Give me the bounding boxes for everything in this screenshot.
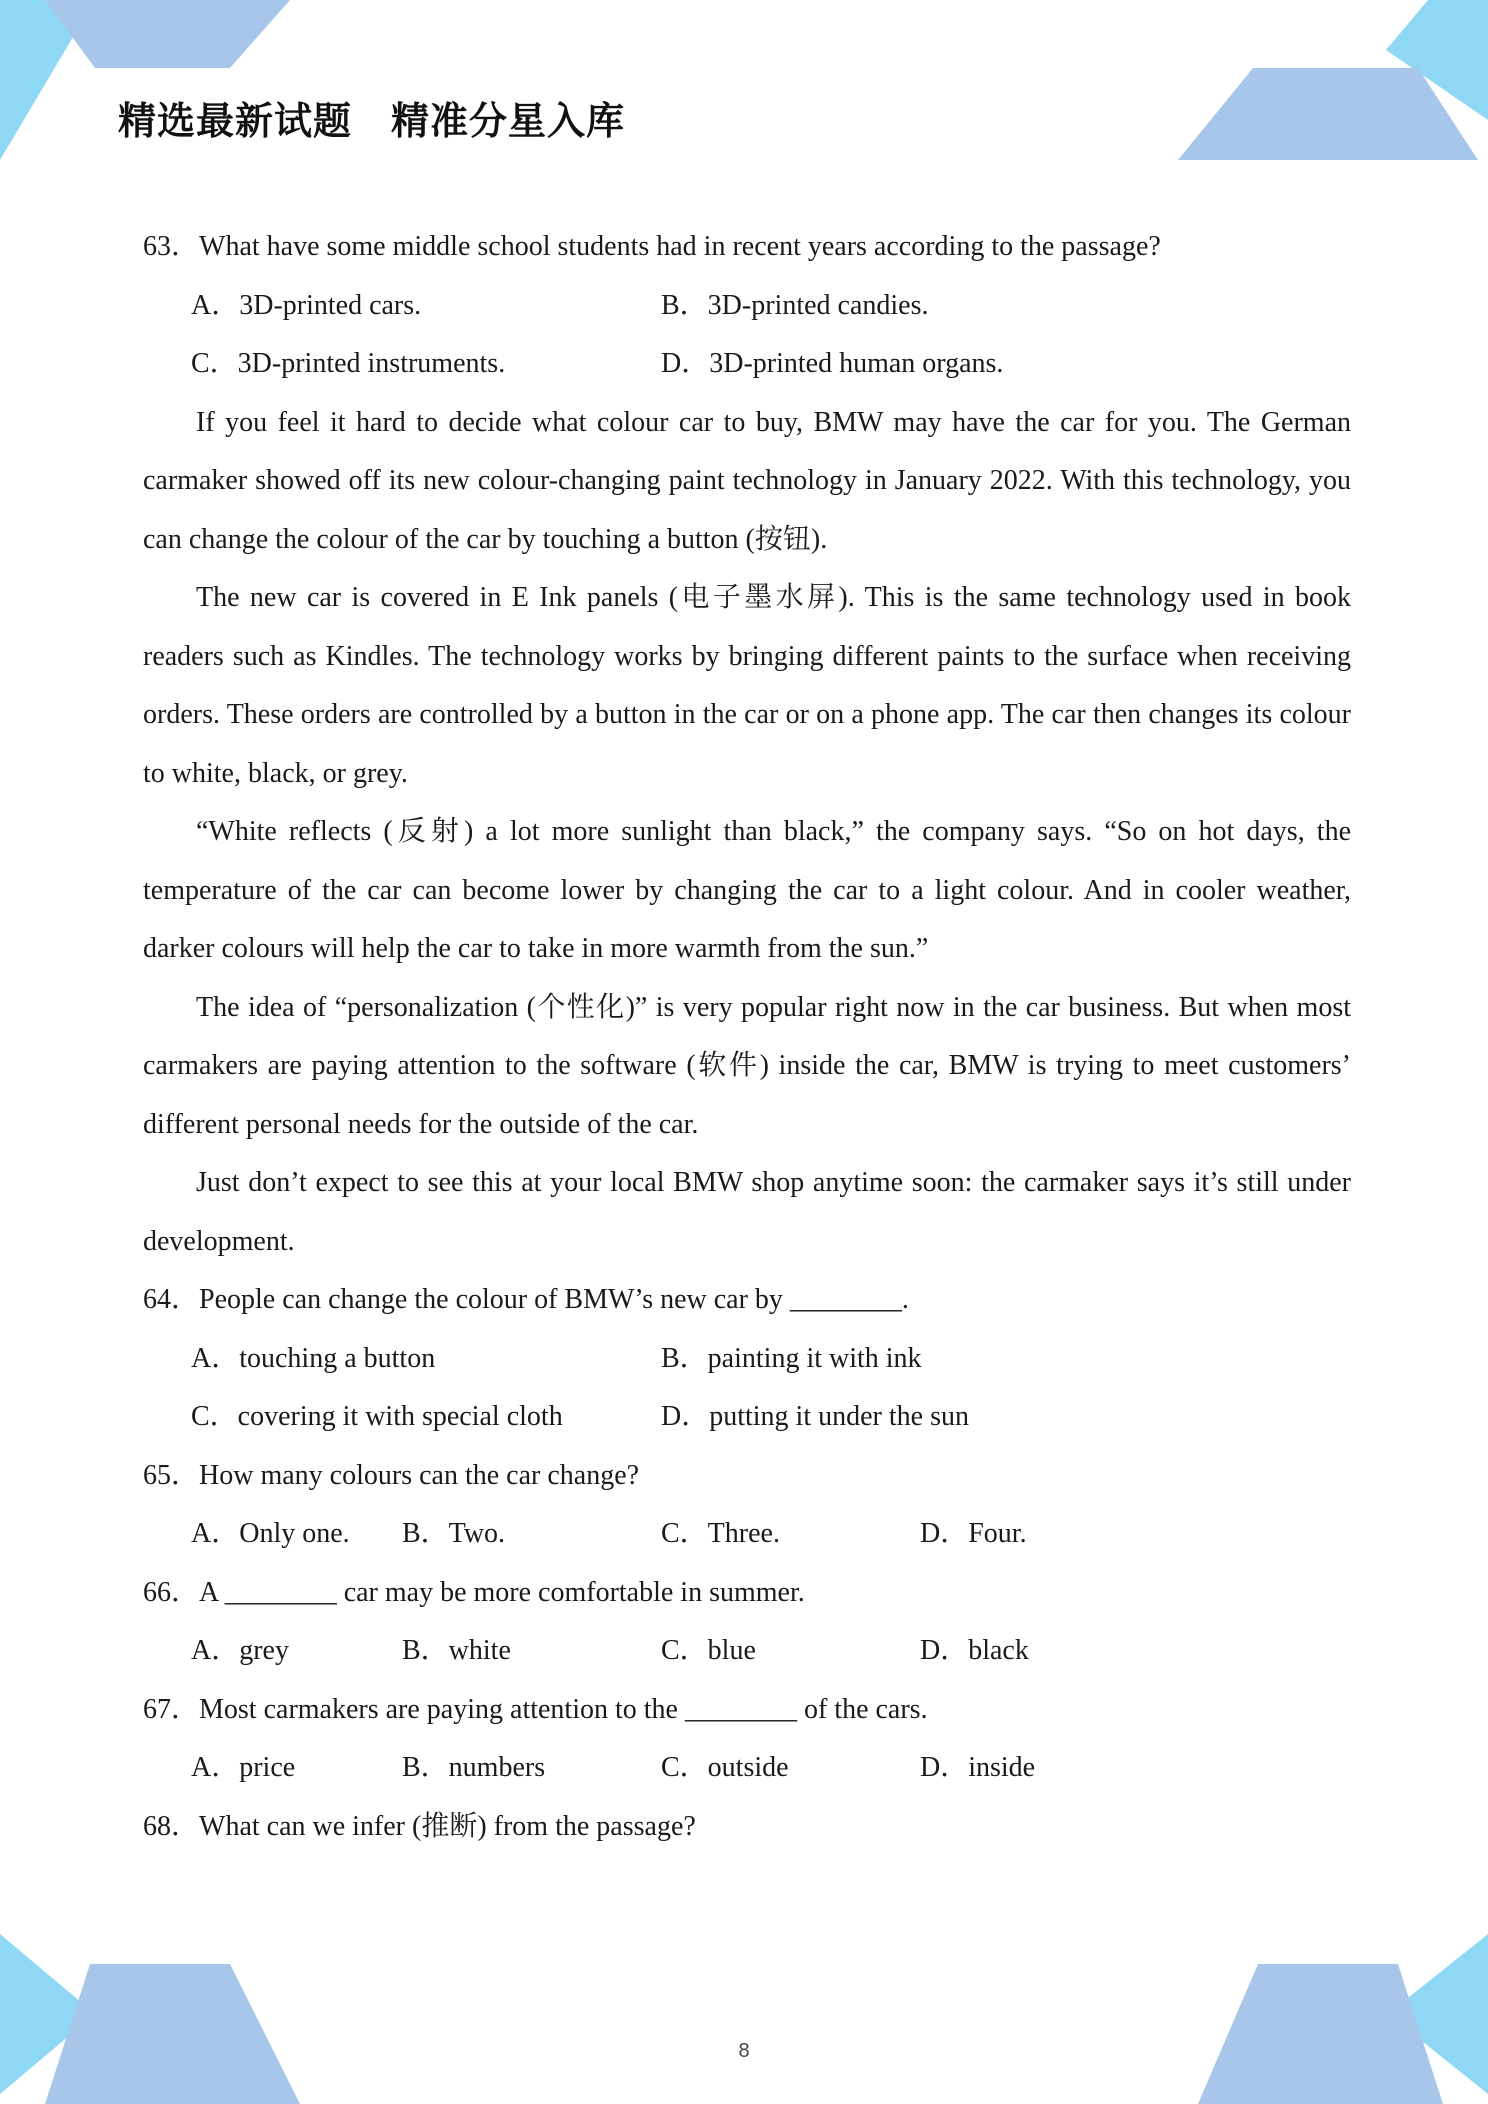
option-b: B．painting it with ink bbox=[661, 1342, 922, 1374]
exam-content bbox=[143, 218, 1351, 1856]
option-c: C．blue bbox=[661, 1635, 756, 1666]
page-number: 8 bbox=[738, 2040, 750, 2062]
question-63 bbox=[143, 218, 1351, 394]
question-stem bbox=[143, 218, 1351, 277]
reading-passage bbox=[143, 394, 1351, 1272]
option-c: C．outside bbox=[661, 1752, 789, 1783]
question-text: A ________ car may be more comfortable in summer. bbox=[199, 1576, 805, 1608]
question-number: 63． bbox=[143, 231, 200, 262]
option-a: A．price bbox=[191, 1752, 296, 1783]
corner-decoration-bottom-left bbox=[0, 1934, 320, 2104]
option-a: A．touching a button bbox=[191, 1342, 436, 1374]
question-64 bbox=[143, 1271, 1351, 1447]
question-66 bbox=[143, 1564, 1351, 1681]
option-c: C．covering it with special cloth bbox=[191, 1401, 563, 1432]
options-row bbox=[143, 277, 1351, 336]
question-65 bbox=[143, 1447, 1351, 1564]
option-d: D．Four. bbox=[920, 1518, 1027, 1549]
passage-paragraph: “White reflects (反射) a lot more sunlight than black,” the company says. “So on hot days, the temperature of the car can become lower by changing the car to a light colour. And in cooler weather, darker colours will help the car to take in more warmth from the sun.” bbox=[143, 816, 1351, 964]
header-title: 精选最新试题 精准分星入库 bbox=[118, 99, 626, 143]
question-number: 65． bbox=[143, 1459, 200, 1491]
question-text: What can we infer (推断) from the passage? bbox=[199, 1810, 696, 1842]
passage-paragraph: The idea of “personalization (个性化)” is very popular right now in the car business. But when most carmakers are paying attention to the software (软件) inside the car, BMW is trying to meet customers’ different personal needs for the outside of the car. bbox=[143, 991, 1351, 1140]
options-row bbox=[143, 1505, 1351, 1564]
question-stem bbox=[143, 1447, 1351, 1506]
passage-paragraph: The new car is covered in E Ink panels (电子墨水屏). This is the same technology used in book readers such as Kindles. The technology works by bringing different paints to the surface when receiving orders. These orders are controlled by a button in the car or on a phone app. The car then changes its colour to white, black, or grey. bbox=[143, 582, 1351, 789]
option-b: B．numbers bbox=[402, 1752, 546, 1783]
option-b: B．white bbox=[402, 1635, 511, 1666]
options-row bbox=[143, 1330, 1351, 1389]
corner-decoration-top-right bbox=[1168, 0, 1488, 170]
option-b: B．3D-printed candies. bbox=[661, 289, 929, 321]
passage-paragraph: If you feel it hard to decide what colour car to buy, BMW may have the car for you. The German carmaker showed off its new colour-changing paint technology in January 2022. With this technology, you can change the colour of the car by touching a button (按钮). bbox=[143, 406, 1351, 555]
question-text: People can change the colour of BMW’s new car by ________. bbox=[199, 1284, 909, 1315]
option-d: D．3D-printed human organs. bbox=[661, 348, 1004, 379]
corner-decoration-bottom-right bbox=[1168, 1934, 1488, 2104]
option-b: B．Two. bbox=[402, 1518, 506, 1549]
question-number: 66． bbox=[143, 1576, 200, 1608]
question-stem bbox=[143, 1271, 1351, 1330]
option-d: D．putting it under the sun bbox=[661, 1401, 969, 1432]
question-68 bbox=[143, 1798, 1351, 1857]
question-number: 67． bbox=[143, 1693, 200, 1725]
question-stem bbox=[143, 1564, 1351, 1623]
options-row bbox=[143, 1388, 1351, 1447]
question-text: Most carmakers are paying attention to the ________ of the cars. bbox=[199, 1693, 928, 1725]
question-stem bbox=[143, 1798, 1351, 1857]
option-c: C．3D-printed instruments. bbox=[191, 348, 506, 379]
option-a: A．3D-printed cars. bbox=[191, 289, 422, 321]
option-a: A．grey bbox=[191, 1635, 289, 1666]
option-a: A．Only one. bbox=[191, 1518, 350, 1549]
question-67 bbox=[143, 1681, 1351, 1798]
question-stem bbox=[143, 1681, 1351, 1740]
question-text: What have some middle school students had in recent years according to the passage? bbox=[199, 231, 1161, 262]
question-text: How many colours can the car change? bbox=[199, 1459, 640, 1491]
option-d: D．inside bbox=[920, 1752, 1036, 1783]
passage-paragraph: Just don’t expect to see this at your local BMW shop anytime soon: the carmaker says it’s still under development. bbox=[143, 1167, 1351, 1257]
option-d: D．black bbox=[920, 1635, 1029, 1666]
options-row bbox=[143, 1739, 1351, 1798]
option-c: C．Three. bbox=[661, 1518, 780, 1549]
question-number: 64． bbox=[143, 1284, 200, 1315]
question-number: 68． bbox=[143, 1810, 200, 1842]
options-row bbox=[143, 1622, 1351, 1681]
options-row bbox=[143, 335, 1351, 394]
